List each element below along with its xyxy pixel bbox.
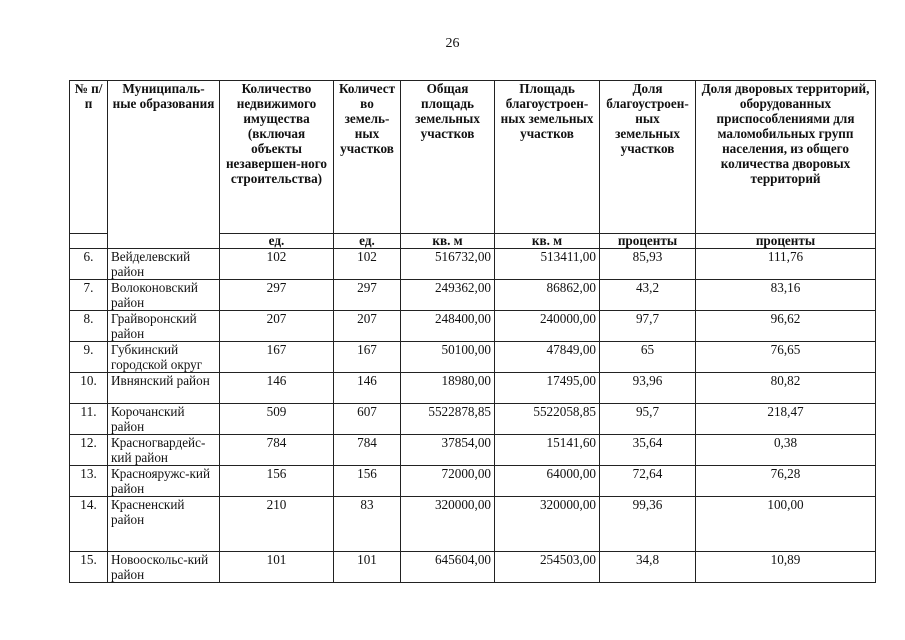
row-improved-share: 35,64 [600,435,696,466]
row-accessible-share: 10,89 [696,552,876,583]
row-num: 15. [70,552,108,583]
row-property-count: 297 [220,280,334,311]
row-improved-share: 97,7 [600,311,696,342]
unit-plot-count: ед. [334,234,401,249]
row-improved-area: 64000,00 [495,466,600,497]
row-improved-area: 86862,00 [495,280,600,311]
header-num: № п/п [70,81,108,234]
row-total-area: 72000,00 [401,466,495,497]
row-property-count: 102 [220,249,334,280]
row-property-count: 167 [220,342,334,373]
row-accessible-share: 218,47 [696,404,876,435]
row-num: 13. [70,466,108,497]
unit-num [70,234,108,249]
row-property-count: 156 [220,466,334,497]
header-improved-share: Доля благоустроен-ных земельных участков [600,81,696,234]
table-row [70,249,876,280]
row-total-area: 516732,00 [401,249,495,280]
row-accessible-share: 111,76 [696,249,876,280]
row-municipality: Краснояружс-кий район [108,466,220,497]
row-property-count: 207 [220,311,334,342]
row-num: 11. [70,404,108,435]
row-plot-count: 83 [334,497,401,552]
row-improved-share: 65 [600,342,696,373]
row-total-area: 320000,00 [401,497,495,552]
header-row [70,81,876,234]
row-improved-share: 85,93 [600,249,696,280]
row-accessible-share: 0,38 [696,435,876,466]
row-total-area: 5522878,85 [401,404,495,435]
row-num: 14. [70,497,108,552]
row-num: 7. [70,280,108,311]
row-municipality: Новооскольс-кий район [108,552,220,583]
row-improved-share: 95,7 [600,404,696,435]
header-plot-count: Количест во земель-ных участков [334,81,401,234]
unit-improved-area: кв. м [495,234,600,249]
row-municipality: Ивнянский район [108,373,220,404]
table-row [70,373,876,404]
table-row [70,497,876,552]
row-num: 8. [70,311,108,342]
row-plot-count: 784 [334,435,401,466]
row-total-area: 50100,00 [401,342,495,373]
row-improved-share: 93,96 [600,373,696,404]
row-improved-area: 47849,00 [495,342,600,373]
table-row [70,435,876,466]
header-municipality: Муниципаль-ные образования [108,81,220,249]
row-total-area: 37854,00 [401,435,495,466]
row-accessible-share: 83,16 [696,280,876,311]
row-municipality: Грайворонский район [108,311,220,342]
row-plot-count: 207 [334,311,401,342]
table-row [70,280,876,311]
row-improved-area: 320000,00 [495,497,600,552]
table-row [70,311,876,342]
row-improved-area: 254503,00 [495,552,600,583]
header-accessible-share: Доля дворовых территорий, оборудованных приспособлениями для маломобильных групп населения, из общего количества дворовых территорий [696,81,876,234]
row-plot-count: 167 [334,342,401,373]
row-num: 10. [70,373,108,404]
row-accessible-share: 76,28 [696,466,876,497]
row-property-count: 146 [220,373,334,404]
row-municipality: Красненский район [108,497,220,552]
row-accessible-share: 96,62 [696,311,876,342]
row-municipality: Губкинский городской округ [108,342,220,373]
row-municipality: Корочанский район [108,404,220,435]
page-number: 26 [445,36,460,51]
row-total-area: 18980,00 [401,373,495,404]
row-municipality: Волоконовский район [108,280,220,311]
table-row [70,404,876,435]
row-improved-area: 5522058,85 [495,404,600,435]
row-property-count: 210 [220,497,334,552]
row-plot-count: 146 [334,373,401,404]
row-improved-area: 513411,00 [495,249,600,280]
row-plot-count: 607 [334,404,401,435]
row-property-count: 101 [220,552,334,583]
row-plot-count: 156 [334,466,401,497]
row-plot-count: 297 [334,280,401,311]
unit-total-area: кв. м [401,234,495,249]
row-improved-area: 15141,60 [495,435,600,466]
row-improved-area: 240000,00 [495,311,600,342]
row-municipality: Красногвардейс-кий район [108,435,220,466]
row-num: 6. [70,249,108,280]
header-total-area: Общая площадь земельных участков [401,81,495,234]
row-plot-count: 102 [334,249,401,280]
row-num: 12. [70,435,108,466]
row-improved-share: 34,8 [600,552,696,583]
row-accessible-share: 100,00 [696,497,876,552]
row-municipality: Вейделевский район [108,249,220,280]
row-improved-share: 43,2 [600,280,696,311]
row-plot-count: 101 [334,552,401,583]
table-row [70,552,876,583]
unit-property-count: ед. [220,234,334,249]
row-improved-share: 72,64 [600,466,696,497]
header-property-count: Количество недвижимого имущества (включая объекты незавершен-ного строительства) [220,81,334,234]
row-property-count: 784 [220,435,334,466]
unit-accessible-share: проценты [696,234,876,249]
row-accessible-share: 80,82 [696,373,876,404]
row-property-count: 509 [220,404,334,435]
table-row [70,466,876,497]
header-improved-area: Площадь благоустроен-ных земельных участков [495,81,600,234]
table-row [70,342,876,373]
row-improved-area: 17495,00 [495,373,600,404]
unit-improved-share: проценты [600,234,696,249]
row-num: 9. [70,342,108,373]
row-accessible-share: 76,65 [696,342,876,373]
data-table [69,80,876,583]
row-improved-share: 99,36 [600,497,696,552]
row-total-area: 249362,00 [401,280,495,311]
row-total-area: 248400,00 [401,311,495,342]
row-total-area: 645604,00 [401,552,495,583]
